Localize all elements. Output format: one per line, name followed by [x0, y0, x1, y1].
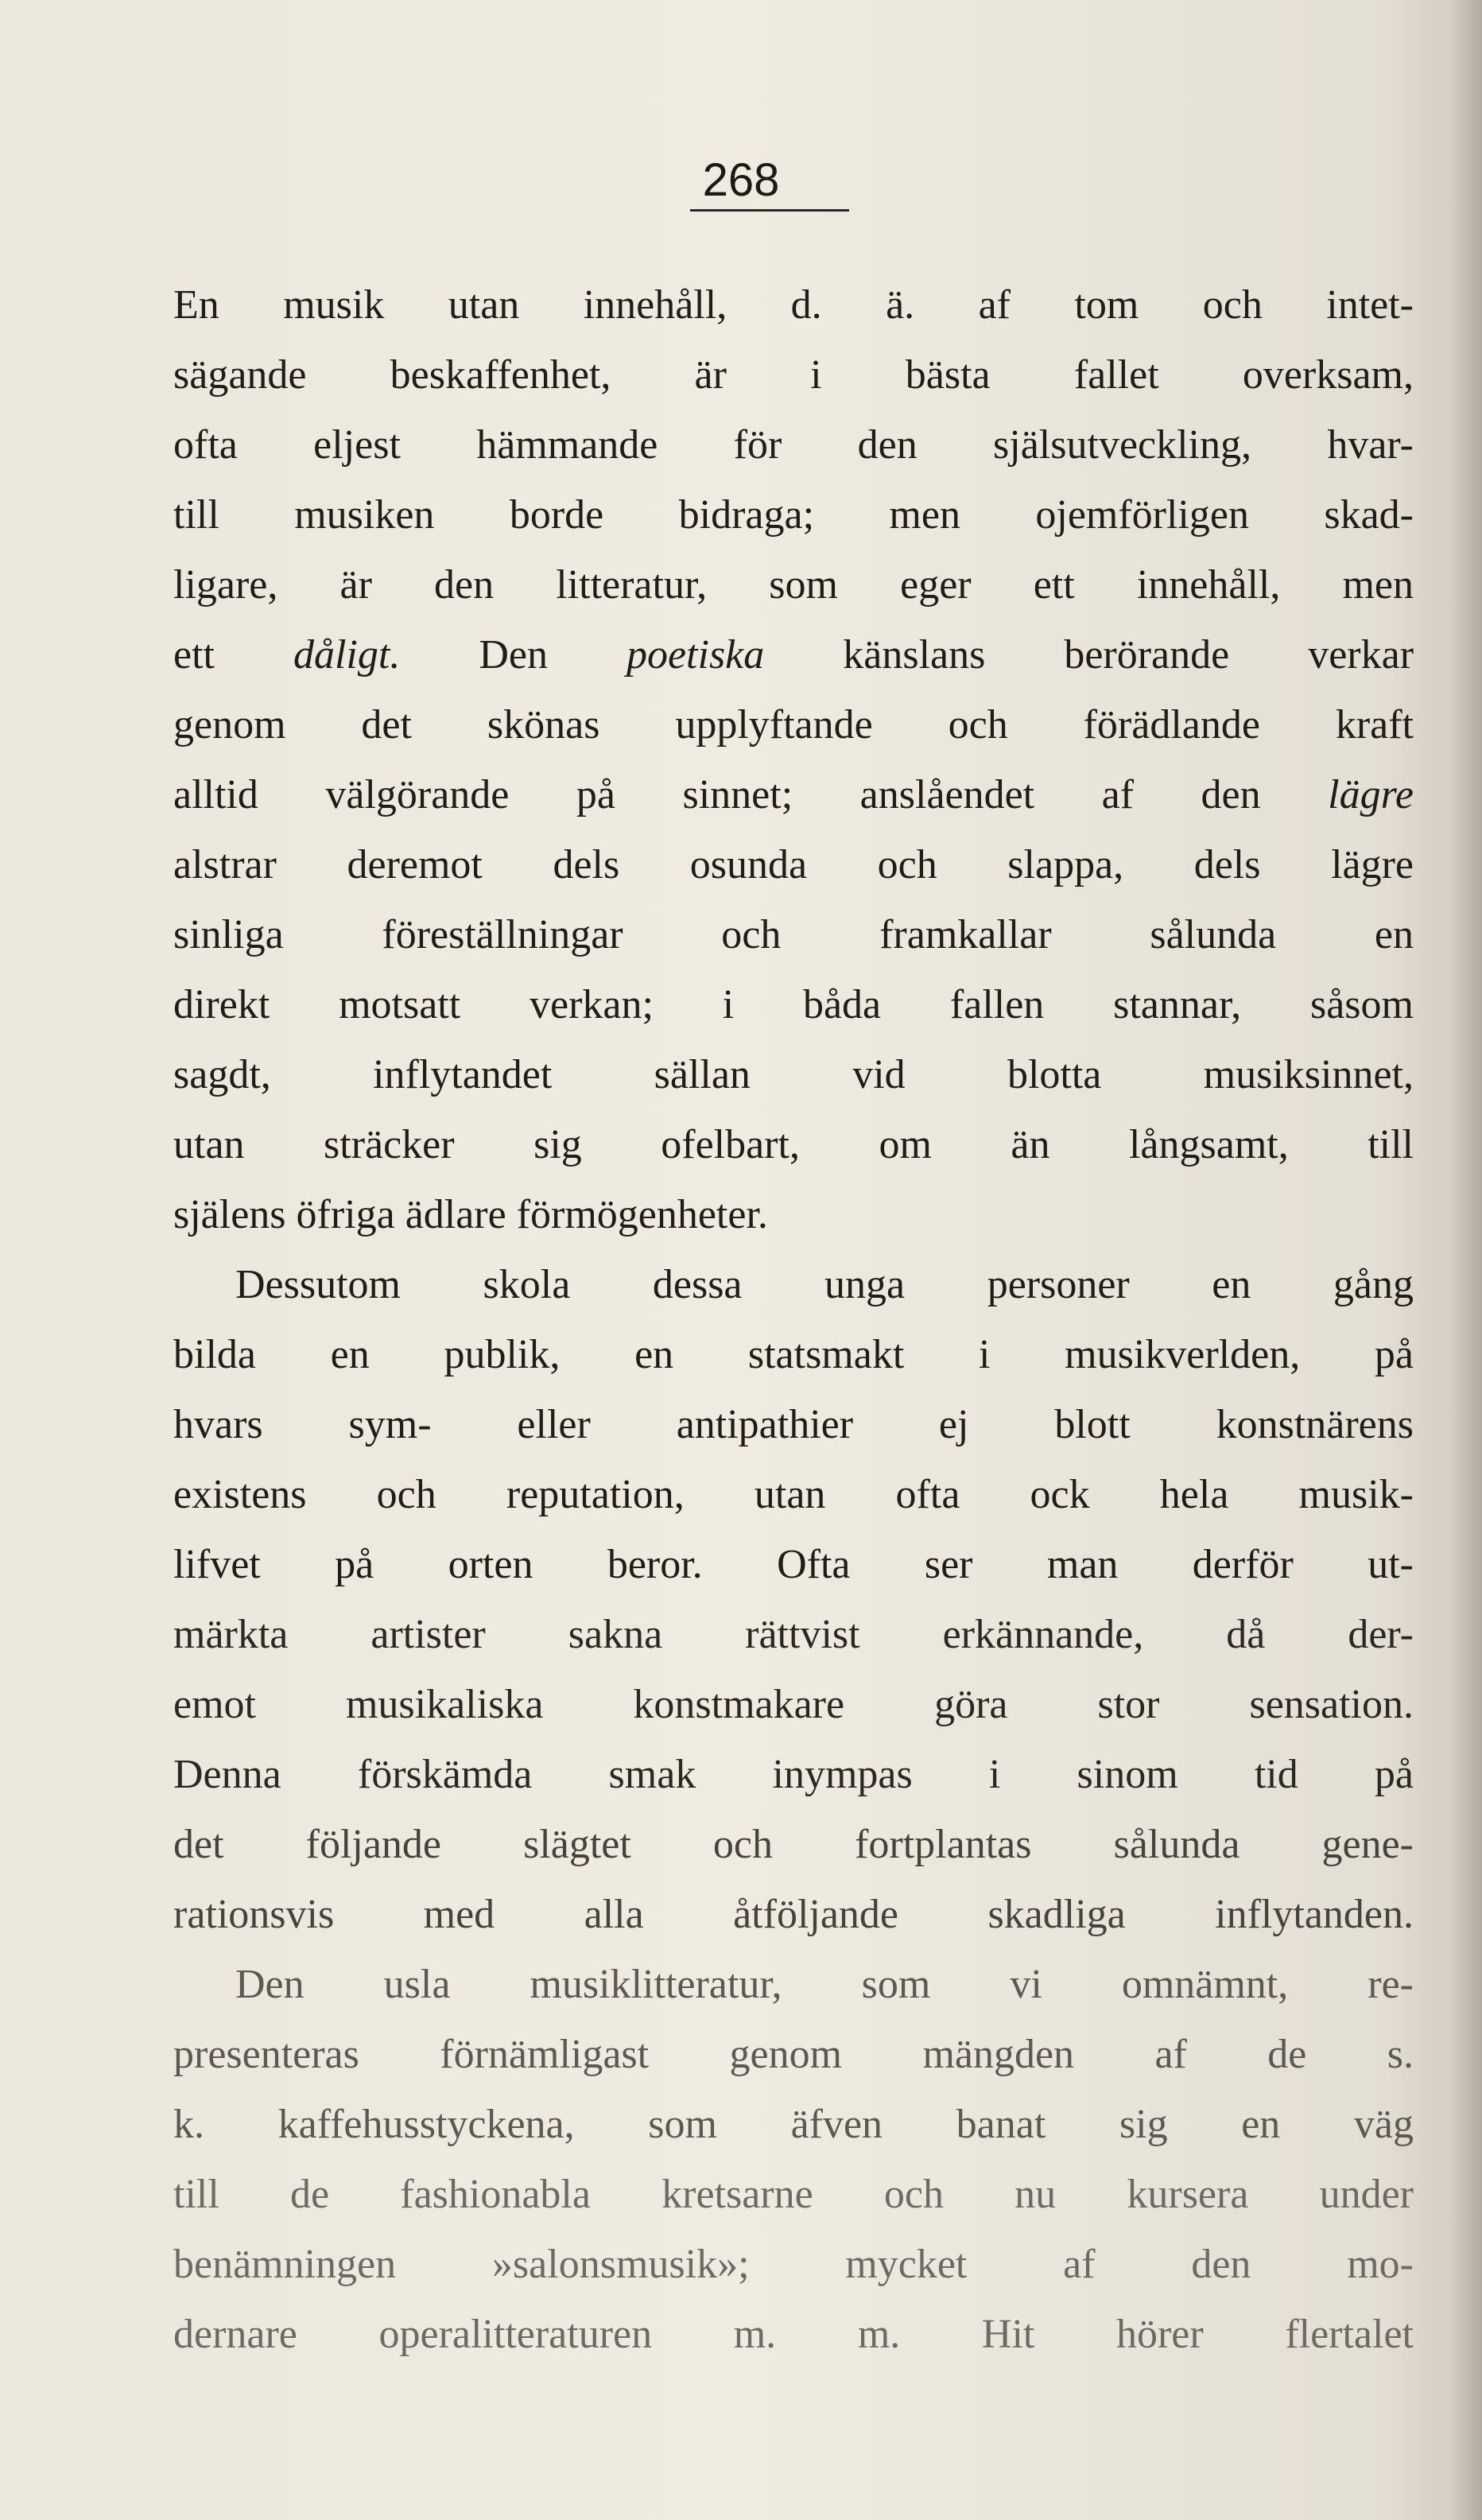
text-line: bilda en publik, en statsmakt i musikverlden, på: [173, 1332, 1414, 1377]
text-line: genom det skönas upplyftande och förädlande kraft: [173, 702, 1414, 747]
text-line: rationsvis med alla åtföljande skadliga inflytanden.: [173, 1892, 1414, 1937]
text-line: det följande slägtet och fortplantas sålunda gene-: [173, 1822, 1414, 1867]
paragraph-start-line: Dessutom skola dessa unga personer en gång: [235, 1262, 1414, 1307]
text-line: dernare operalitteraturen m. m. Hit hörer flertalet: [173, 2312, 1414, 2357]
text-line: [173, 620, 1414, 690]
paragraph-end-line: själens öfriga ädlare förmögenheter.: [173, 1192, 768, 1237]
text-line: k. kaffehusstyckena, som äfven banat sig en väg: [173, 2102, 1414, 2147]
body-text: [173, 270, 1414, 2370]
text-line: Denna förskämda smak inympas i sinom tid på: [173, 1752, 1414, 1797]
text-line: utan sträcker sig ofelbart, om än långsamt, till: [173, 1122, 1414, 1167]
text-line: sinliga föreställningar och framkallar sålunda en: [173, 912, 1414, 957]
text-run: Den: [400, 632, 627, 678]
text-line: till de fashionabla kretsarne och nu kursera under: [173, 2172, 1414, 2217]
text-line: presenteras förnämligast genom mängden af de s.: [173, 2032, 1414, 2077]
text-line: märkta artister sakna rättvist erkännande, då der-: [173, 1612, 1414, 1657]
paragraph-start-line: Den usla musiklitteratur, som vi omnämnt, re-: [235, 1962, 1414, 2007]
page-number-rule: [690, 209, 849, 212]
page-edge-shadow: [1450, 0, 1482, 2520]
text-line: ligare, är den litteratur, som eger ett innehåll, men: [173, 562, 1414, 608]
text-line: till musiken borde bidraga; men ojemförligen skad-: [173, 492, 1414, 538]
text-line: direkt motsatt verkan; i båda fallen stannar, såsom: [173, 982, 1414, 1027]
page-number: 268: [702, 154, 780, 206]
text-run: ett: [173, 632, 293, 678]
text-line: [173, 760, 1414, 830]
text-line: existens och reputation, utan ofta ock hela musik-: [173, 1472, 1414, 1517]
italic-word: poetiska: [626, 632, 765, 678]
text-line: alstrar deremot dels osunda och slappa, dels lägre: [173, 842, 1414, 887]
text-run: känslans berörande verkar: [764, 632, 1414, 678]
text-line: hvars sym- eller antipathier ej blott konstnärens: [173, 1402, 1414, 1447]
text-line: En musik utan innehåll, d. ä. af tom och intet-: [173, 282, 1414, 328]
text-line: sägande beskaffenhet, är i bästa fallet overksam,: [173, 352, 1414, 398]
text-line: lifvet på orten beror. Ofta ser man derför ut-: [173, 1542, 1414, 1587]
italic-word: dåligt.: [293, 632, 401, 678]
text-line: benämningen »salonsmusik»; mycket af den mo-: [173, 2242, 1414, 2287]
text-run: alltid välgörande på sinnet; anslåendet af den: [173, 772, 1329, 817]
text-line: sagdt, inflytandet sällan vid blotta musiksinnet,: [173, 1052, 1414, 1097]
text-line: emot musikaliska konstmakare göra stor sensation.: [173, 1682, 1414, 1727]
text-line: ofta eljest hämmande för den själsutveckling, hvar-: [173, 422, 1414, 468]
italic-word: lägre: [1328, 772, 1414, 817]
